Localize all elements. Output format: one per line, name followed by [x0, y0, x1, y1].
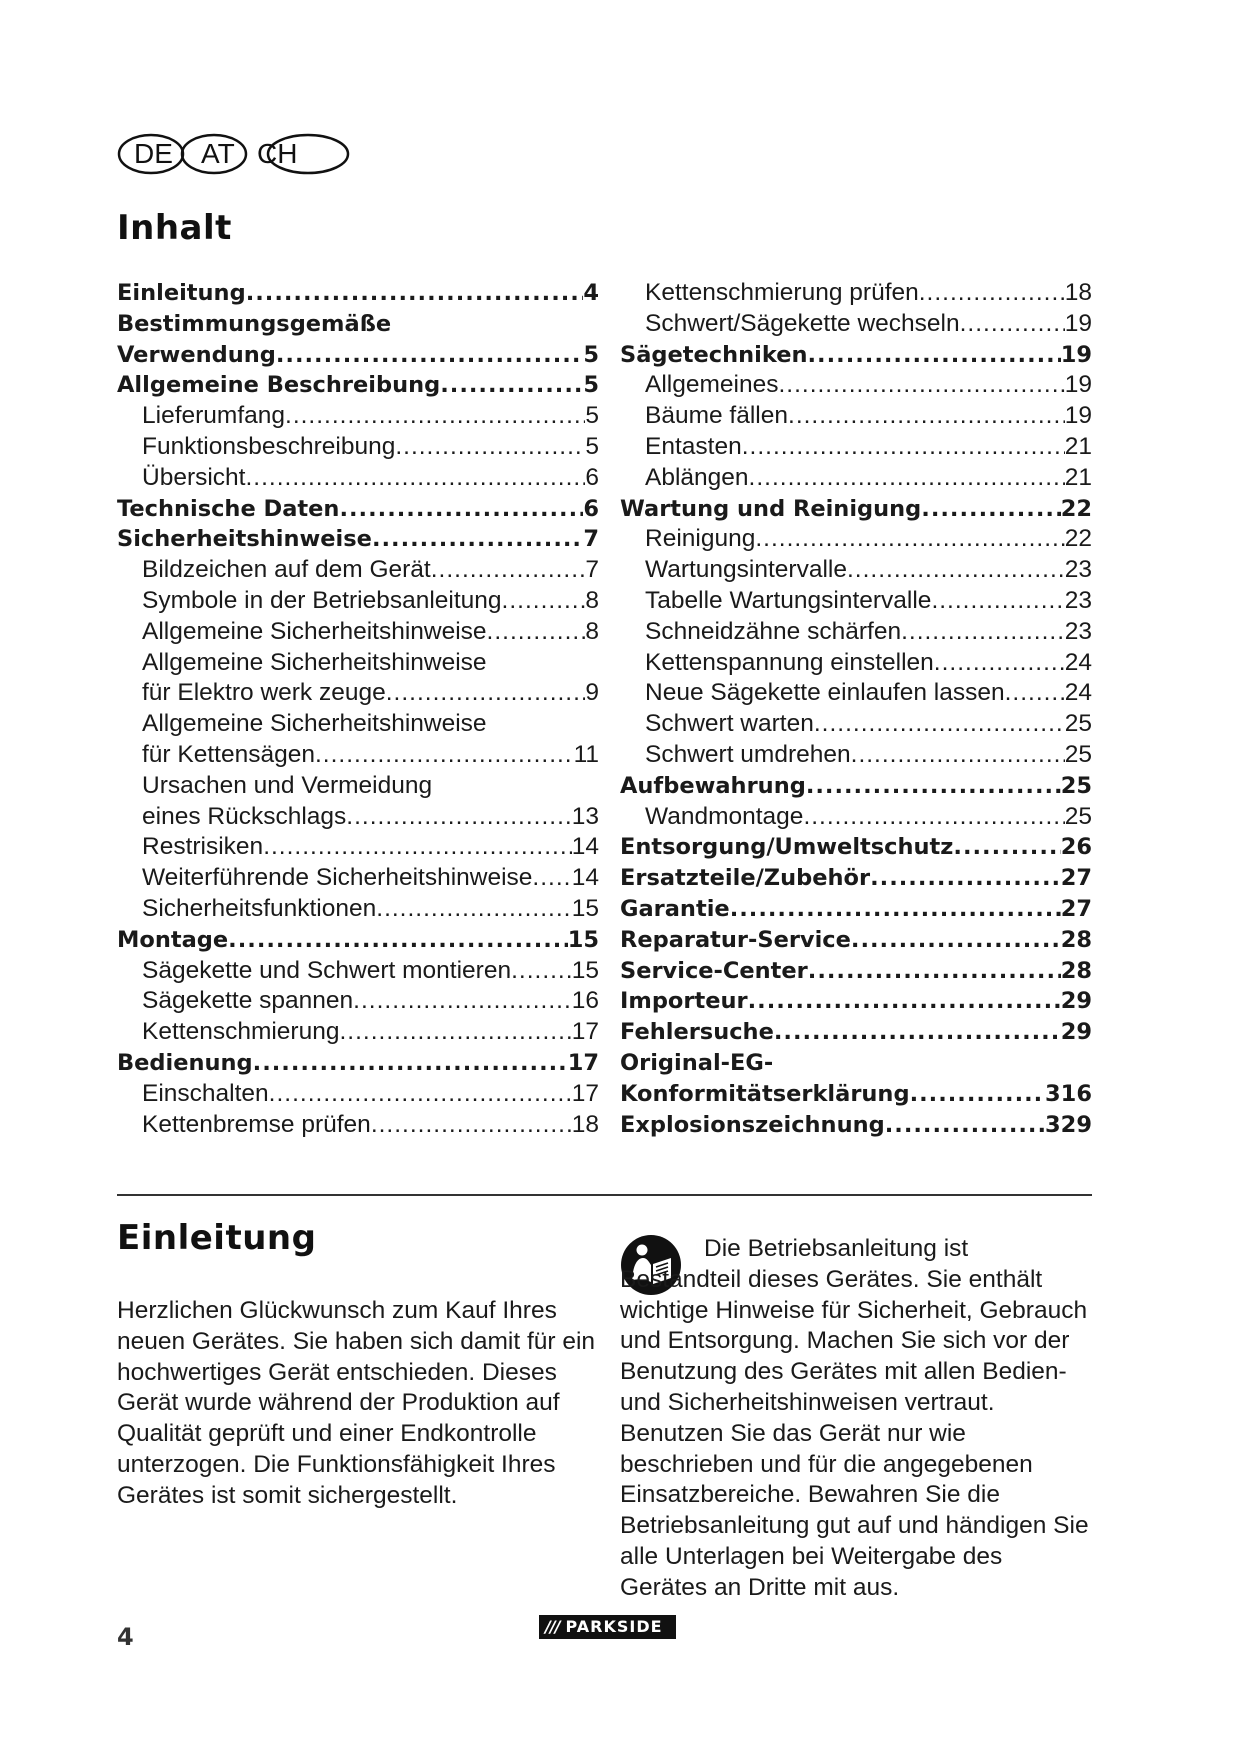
toc-entry-title: Reinigung	[645, 525, 756, 553]
toc-leader-dots	[851, 740, 1065, 771]
logo-wordmark: PARKSIDE	[565, 1617, 663, 1636]
toc-entry	[117, 340, 599, 371]
toc-leader-dots	[276, 340, 583, 371]
toc-leader-dots	[339, 1017, 571, 1048]
toc-leader-dots	[885, 1110, 1045, 1141]
toc-entry-title: Wartungsintervalle	[645, 556, 847, 584]
toc-leader-dots	[748, 986, 1061, 1017]
toc-leader-dots	[808, 956, 1061, 987]
toc-leader-dots	[339, 494, 583, 525]
toc-right-column	[620, 278, 1092, 1140]
toc-entry-title: Neue Sägekette einlaufen lassen	[645, 679, 1005, 707]
toc-entry-page: 17	[571, 1018, 599, 1046]
toc-leader-dots	[440, 370, 583, 401]
toc-leader-dots	[245, 463, 585, 494]
toc-entry-title: Funktionsbeschreibung	[142, 432, 396, 460]
toc-entry-page: 16	[571, 987, 599, 1015]
toc-entry	[117, 648, 599, 679]
toc-leader-dots	[742, 432, 1065, 463]
intro-paragraph: Herzlichen Glückwunsch zum Kauf Ihres neuen Gerätes. Sie haben sich damit für ein hochwertiges Gerät entschieden. Dieses Gerät wurde während der Produktion auf Qualität geprüft und einer Endkontrolle unterzogen. Die Funktionsfähigkeit Ihres Gerätes ist somit sichergestellt.	[117, 1297, 596, 1509]
toc-entry-page: 14	[571, 833, 599, 861]
toc-entry-title: Allgemeine Beschreibung	[117, 372, 441, 399]
toc-entry-page: 18	[571, 1110, 599, 1138]
section-divider	[117, 1194, 1092, 1196]
toc-entry	[620, 925, 1092, 956]
toc-entry	[620, 1110, 1092, 1141]
toc-leader-dots	[346, 802, 571, 833]
toc-entry-title: Kettenschmierung prüfen	[645, 279, 919, 306]
toc-entry-page: 24	[1064, 679, 1092, 707]
toc-entry	[620, 1079, 1092, 1110]
toc-entry	[620, 1048, 1092, 1079]
toc-entry-page: 18	[1064, 279, 1092, 306]
toc-entry	[620, 340, 1092, 371]
toc-entry-page: 28	[1060, 926, 1092, 953]
toc-entry-title: Allgemeines	[645, 371, 779, 399]
toc-entry-title: Garantie	[620, 895, 730, 922]
toc-entry	[117, 524, 599, 555]
toc-entry	[620, 832, 1092, 863]
toc-leader-dots	[755, 524, 1064, 555]
toc-entry-page: 19	[1064, 371, 1092, 399]
toc-leader-dots	[511, 956, 572, 987]
toc-entry-page: 27	[1060, 865, 1092, 892]
toc-entry	[620, 894, 1092, 925]
toc-leader-dots	[532, 863, 571, 894]
toc-leader-dots	[285, 401, 585, 432]
toc-entry	[620, 863, 1092, 894]
toc-entry	[117, 370, 599, 401]
country-badge-de: DE	[134, 138, 173, 169]
toc-entry-title: Sägetechniken	[620, 341, 808, 368]
toc-leader-dots	[487, 617, 586, 648]
toc-entry-title: Sicherheitsfunktionen	[142, 894, 377, 922]
toc-entry-page: 25	[1064, 740, 1092, 768]
country-badges	[117, 132, 351, 176]
toc-entry-title: Verwendung	[117, 341, 276, 368]
toc-leader-dots	[806, 771, 1061, 802]
toc-entry-title: Bedienung	[117, 1049, 253, 1076]
toc-entry-page: 7	[585, 556, 599, 584]
toc-entry	[117, 956, 599, 987]
toc-leader-dots	[502, 586, 586, 617]
toc-leader-dots	[931, 586, 1064, 617]
toc-leader-dots	[847, 555, 1065, 586]
toc-entry-title: Kettenschmierung	[142, 1018, 340, 1046]
toc-entry-page: 28	[1060, 957, 1092, 984]
toc-entry	[620, 463, 1092, 494]
toc-leader-dots	[934, 648, 1065, 679]
toc-entry	[117, 555, 599, 586]
toc-entry	[117, 709, 599, 740]
page-number: 4	[117, 1623, 134, 1651]
toc-leader-dots	[269, 1079, 572, 1110]
toc-entry-page: 23	[1064, 586, 1092, 614]
toc-leader-dots	[808, 340, 1061, 371]
toc-entry	[620, 1017, 1092, 1048]
toc-leader-dots	[814, 709, 1065, 740]
toc-entry-title: eines Rückschlags	[142, 802, 347, 830]
toc-entry-title: Importeur	[620, 988, 748, 1015]
toc-entry	[117, 309, 599, 340]
toc-entry-title: Allgemeine Sicherheitshinweise	[142, 617, 487, 645]
toc-entry	[620, 555, 1092, 586]
toc-entry	[117, 432, 599, 463]
toc-entry-page: 21	[1064, 463, 1092, 491]
toc-entry-page: 24	[1064, 648, 1092, 676]
toc-entry-page: 15	[571, 956, 599, 984]
toc-entry-page: 5	[585, 402, 599, 430]
toc-entry-page: 29	[1060, 988, 1092, 1015]
toc-entry-page: 5	[583, 372, 599, 399]
toc-entry-page: 8	[585, 586, 599, 614]
toc-leader-dots	[921, 494, 1060, 525]
toc-entry	[620, 370, 1092, 401]
toc-entry-title: Explosionszeichnung	[620, 1111, 885, 1138]
toc-leader-dots	[253, 1048, 568, 1079]
toc-entry-page: 26	[1060, 834, 1092, 861]
toc-entry	[620, 678, 1092, 709]
toc-entry	[620, 740, 1092, 771]
toc-entry-title: Entasten	[645, 432, 742, 460]
toc-entry	[620, 771, 1092, 802]
toc-entry	[620, 309, 1092, 340]
toc-entry-title: Restrisiken	[142, 833, 264, 861]
toc-entry-title: Lieferumfang	[142, 402, 286, 430]
toc-entry-title: Montage	[117, 926, 229, 953]
toc-entry-title: Allgemeine Sicherheitshinweise	[142, 710, 487, 738]
toc-entry	[117, 771, 599, 802]
toc-entry-title: Service-Center	[620, 957, 808, 984]
toc-entry	[620, 524, 1092, 555]
toc-entry-page: 13	[571, 802, 599, 830]
toc-leader-dots	[395, 432, 585, 463]
toc-leader-dots	[953, 832, 1060, 863]
toc-entry-page: 19	[1064, 309, 1092, 337]
logo-slashes: ///	[545, 1617, 560, 1636]
toc-entry	[117, 1110, 599, 1141]
toc-leader-dots	[960, 309, 1065, 340]
toc-entry-title: Aufbewahrung	[620, 772, 806, 799]
toc-entry-page: 25	[1064, 802, 1092, 830]
toc-entry-title: Kettenbremse prüfen	[142, 1110, 371, 1138]
toc-leader-dots	[730, 894, 1061, 925]
toc-entry-title: für Elektro werk zeuge	[142, 679, 386, 707]
toc-entry	[620, 278, 1092, 309]
toc-entry	[620, 494, 1092, 525]
toc-entry-page: 4	[583, 280, 599, 306]
toc-entry-title: Schneidzähne schärfen	[645, 617, 902, 645]
toc-entry	[117, 802, 599, 833]
toc-entry-title: Technische Daten	[117, 495, 340, 522]
toc-entry-title: Schwert umdrehen	[645, 740, 851, 768]
toc-entry-page: 21	[1064, 432, 1092, 460]
toc-entry-title: Einleitung	[117, 280, 246, 306]
toc-entry	[620, 802, 1092, 833]
toc-leader-dots	[376, 894, 571, 925]
toc-leader-dots	[372, 524, 583, 555]
toc-entry-title: Tabelle Wartungsintervalle	[645, 586, 932, 614]
toc-leader-dots	[228, 925, 568, 956]
toc-entry	[117, 986, 599, 1017]
toc-entry	[620, 709, 1092, 740]
toc-entry	[620, 956, 1092, 987]
toc-entry-page: 23	[1064, 617, 1092, 645]
toc-entry	[620, 432, 1092, 463]
toc-leader-dots	[919, 278, 1065, 309]
toc-entry	[117, 678, 599, 709]
toc-entry-title: Schwert warten	[645, 710, 814, 738]
toc-entry	[117, 863, 599, 894]
toc-left-column	[117, 278, 599, 1140]
toc-entry-page: 19	[1060, 341, 1092, 368]
toc-entry-title: Symbole in der Betriebsanleitung	[142, 586, 502, 614]
toc-entry-page: 15	[571, 894, 599, 922]
toc-leader-dots	[386, 678, 586, 709]
toc-leader-dots	[788, 401, 1065, 432]
toc-entry-title: Bäume fällen	[645, 402, 789, 430]
toc-entry-page: 5	[583, 341, 599, 368]
toc-entry-page: 8	[585, 617, 599, 645]
toc-entry	[117, 586, 599, 617]
toc-entry	[117, 617, 599, 648]
toc-entry-title: Sicherheitshinweise	[117, 526, 372, 553]
toc-leader-dots	[749, 463, 1065, 494]
toc-leader-dots	[901, 617, 1065, 648]
toc-entry-title: Ersatzteile/Zubehör	[620, 865, 871, 892]
toc-leader-dots	[371, 1110, 572, 1141]
toc-entry-title: Wandmontage	[645, 802, 804, 830]
toc-entry	[117, 1079, 599, 1110]
toc-leader-dots	[803, 802, 1064, 833]
toc-entry-title: Übersicht	[142, 463, 246, 491]
toc-heading: Inhalt	[117, 208, 232, 248]
intro-heading: Einleitung	[117, 1218, 317, 1258]
toc-leader-dots	[778, 370, 1064, 401]
toc-entry-page: 9	[585, 679, 599, 707]
toc-entry-page: 329	[1045, 1111, 1092, 1138]
toc-leader-dots	[263, 832, 572, 863]
toc-entry-title: Wartung und Reinigung	[620, 495, 922, 522]
toc-entry-page: 14	[571, 864, 599, 892]
toc-entry	[620, 986, 1092, 1017]
toc-entry-page: 15	[567, 926, 599, 953]
country-badge-ch: CH	[257, 138, 298, 169]
toc-entry-title: Sägekette spannen	[142, 987, 354, 1015]
toc-leader-dots	[870, 863, 1061, 894]
toc-entry-page: 22	[1060, 495, 1092, 522]
toc-entry-title: Sägekette und Schwert montieren	[142, 956, 512, 984]
toc-entry	[117, 925, 599, 956]
toc-entry-page: 25	[1060, 772, 1092, 799]
toc-entry-title: für Kettensägen	[142, 740, 315, 768]
toc-entry-title: Reparatur-Service	[620, 926, 851, 953]
toc-entry	[117, 463, 599, 494]
toc-entry-page: 17	[567, 1049, 599, 1076]
toc-entry-page: 25	[1064, 710, 1092, 738]
toc-leader-dots	[431, 555, 586, 586]
toc-entry	[620, 401, 1092, 432]
toc-entry	[117, 832, 599, 863]
toc-entry-page: 23	[1064, 556, 1092, 584]
toc-entry-page: 22	[1064, 525, 1092, 553]
toc-entry	[620, 586, 1092, 617]
toc-entry-title: Bildzeichen auf dem Gerät	[142, 556, 431, 584]
toc-leader-dots	[353, 986, 572, 1017]
toc-entry	[117, 894, 599, 925]
toc-entry-page: 27	[1060, 895, 1092, 922]
toc-entry	[117, 401, 599, 432]
toc-entry-title: Ablängen	[645, 463, 749, 491]
toc-entry-title: Kettenspannung einstellen	[645, 648, 934, 676]
toc-entry	[620, 648, 1092, 679]
toc-entry-title: Bestimmungsgemäße	[117, 310, 392, 337]
toc-entry-title: Einschalten	[142, 1079, 269, 1107]
toc-entry-title: Original-EG-	[620, 1049, 774, 1076]
toc-entry-page: 316	[1045, 1080, 1092, 1107]
toc-entry-title: Konformitätserklärung	[620, 1080, 910, 1107]
toc-entry-page: 6	[585, 463, 599, 491]
toc-leader-dots	[1005, 678, 1065, 709]
toc-entry-page: 19	[1064, 402, 1092, 430]
toc-entry-title: Entsorgung/Umweltschutz	[620, 834, 954, 861]
toc-entry-page: 7	[583, 526, 599, 553]
parkside-logo	[539, 1615, 676, 1639]
toc-entry-page: 6	[583, 495, 599, 522]
toc-entry-page: 5	[585, 432, 599, 460]
toc-entry-title: Allgemeine Sicherheitshinweise	[142, 648, 487, 676]
toc-leader-dots	[851, 925, 1061, 956]
toc-entry	[620, 617, 1092, 648]
toc-entry-page: 17	[571, 1079, 599, 1107]
toc-entry-title: Schwert/Sägekette wechseln	[645, 309, 960, 337]
toc-entry	[117, 1017, 599, 1048]
toc-leader-dots	[315, 740, 574, 771]
toc-leader-dots	[774, 1017, 1061, 1048]
toc-entry	[117, 1048, 599, 1079]
toc-entry-title: Fehlersuche	[620, 1019, 774, 1046]
toc-entry-title: Weiterführende Sicherheitshinweise	[142, 864, 533, 892]
toc-entry-page: 11	[573, 740, 599, 768]
toc-entry	[117, 278, 599, 309]
toc-entry	[117, 740, 599, 771]
toc-entry-page: 29	[1060, 1019, 1092, 1046]
manual-paragraph: Die Betriebsanleitung ist Bestandteil dieses Gerätes. Sie enthält wichtige Hinweise für Sicherheit, Gebrauch und Entsorgung. Machen Sie sich vor der Benutzung des Gerätes mit allen Bedien- und Sicherheitshinweisen vertraut. Benutzen Sie das Gerät nur wie beschrieben und für die angegebenen Einsatzbereiche. Bewahren Sie die Betriebsanleitung gut auf und händigen Sie alle Unterlagen bei Weitergabe des Gerätes an Dritte mit aus.	[620, 1235, 1089, 1601]
toc-entry	[117, 494, 599, 525]
toc-entry-title: Ursachen und Vermeidung	[142, 771, 433, 799]
toc-leader-dots	[910, 1079, 1045, 1110]
country-badge-at: AT	[201, 138, 235, 169]
toc-leader-dots	[246, 278, 584, 309]
